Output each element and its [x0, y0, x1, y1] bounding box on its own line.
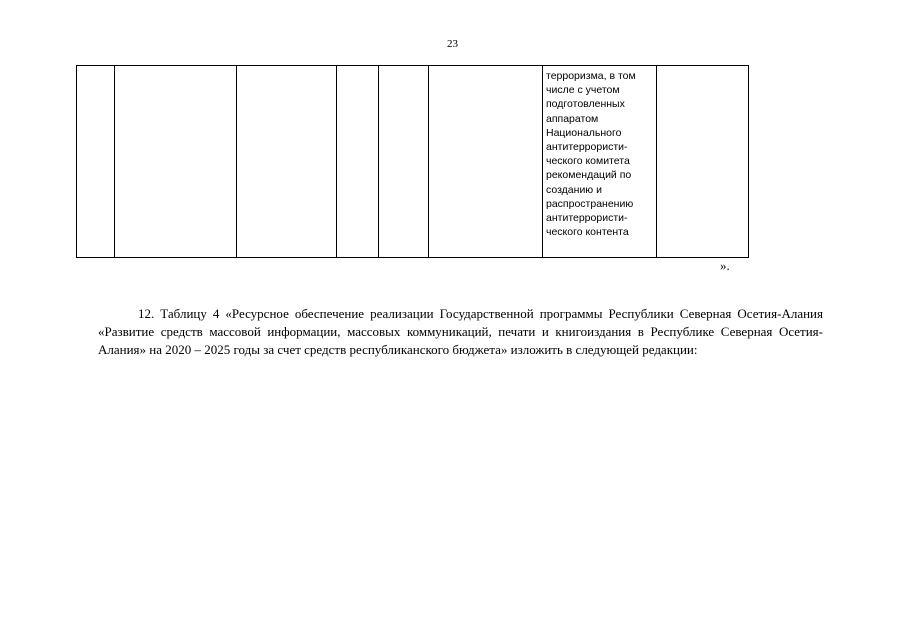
- table-cell-description: терроризма, в том числе с учетом подготовленных аппаратом Национального антитеррористи- ческого комитета рекомендаций по созданию и распространению антитеррористи- ческого контента: [543, 66, 657, 258]
- table-row: [77, 66, 749, 258]
- table-cell: [337, 66, 379, 258]
- table-cell: [115, 66, 237, 258]
- table-cell: [379, 66, 429, 258]
- page-number: 23: [447, 38, 458, 50]
- table-cell: [77, 66, 115, 258]
- table-cell: [429, 66, 543, 258]
- table-cell: [657, 66, 749, 258]
- closing-quote: ».: [720, 258, 730, 273]
- table-cell: [237, 66, 337, 258]
- amendment-paragraph: 12. Таблицу 4 «Ресурсное обеспечение реализации Государственной программы Республики Северная Осетия-Алания «Развитие средств массовой информации, массовых коммуникаций, печати и книгоиздания в Республике Северная Осетия-Алания» на 2020 – 2025 годы за счет средств республиканского бюджета» изложить в следующей редакции:: [98, 306, 823, 357]
- continuation-table: [76, 65, 749, 258]
